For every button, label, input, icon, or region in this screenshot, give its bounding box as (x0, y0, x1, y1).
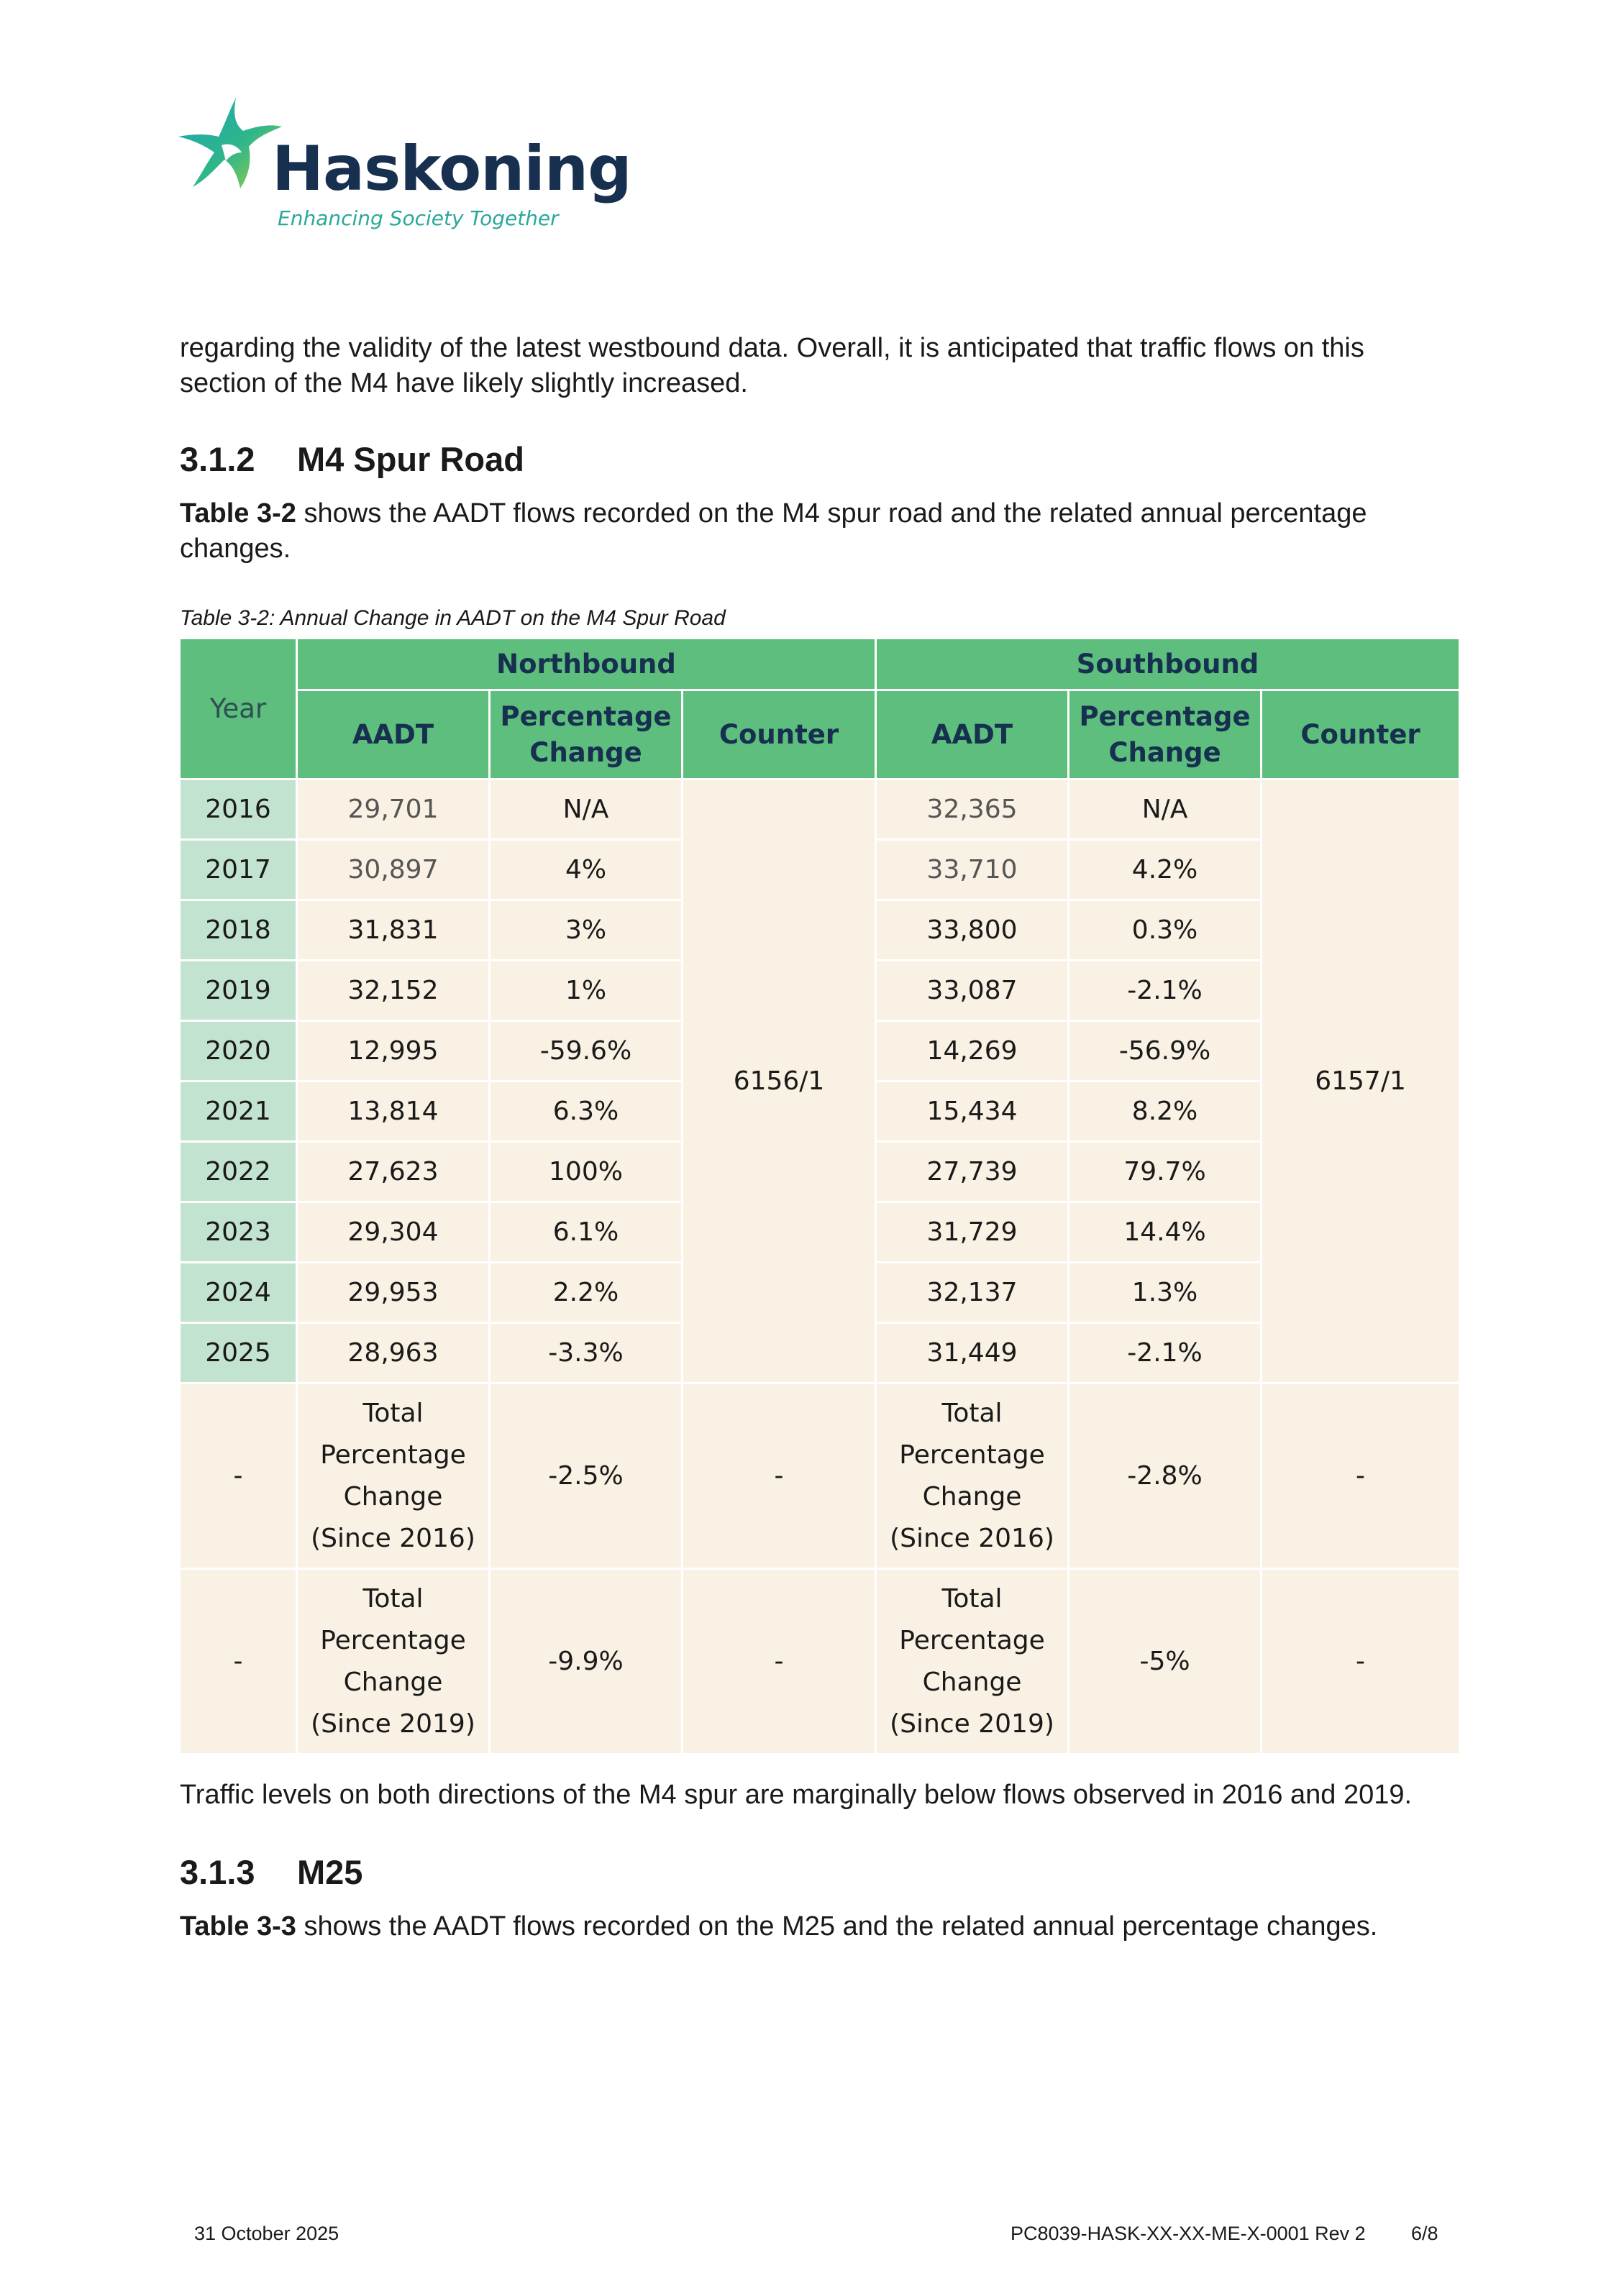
north-aadt-cell: 29,953 (297, 1263, 490, 1323)
intro-paragraph (180, 331, 1460, 401)
total-label-line: (Since 2016) (311, 1523, 475, 1553)
table-caption: Table 3-2: Annual Change in AADT on the M4 Spur Road (180, 606, 726, 630)
south-total-counter: - (1262, 1383, 1460, 1569)
total-label-line: Percentage (320, 1440, 466, 1470)
north-aadt-cell: 30,897 (297, 840, 490, 900)
south-counter-cell: 6157/1 (1262, 779, 1460, 1383)
north-pct-cell: 4% (490, 840, 683, 900)
year-cell: 2018 (180, 900, 297, 961)
total-label-line: Total (362, 1398, 424, 1428)
southbound-header: Southbound (876, 639, 1460, 690)
south-aadt-cell: 32,137 (876, 1263, 1069, 1323)
north-pct-cell: 1% (490, 961, 683, 1021)
north-total-pct: -9.9% (490, 1569, 683, 1755)
north-pct-cell: 6.3% (490, 1081, 683, 1142)
year-cell: 2025 (180, 1323, 297, 1383)
north-total-counter: - (683, 1569, 876, 1755)
section-title: M25 (297, 1853, 363, 1891)
footer-date: 31 October 2025 (194, 2223, 339, 2244)
north-pct-cell: 6.1% (490, 1202, 683, 1263)
north-total-pct: -2.5% (490, 1383, 683, 1569)
south-aadt-cell: 27,739 (876, 1142, 1069, 1202)
year-header: Year (180, 639, 297, 779)
north-counter-header: Counter (683, 690, 876, 779)
total-label-line: Percentage (320, 1625, 466, 1655)
logo-tagline: Enhancing Society Together (278, 206, 559, 230)
north-aadt-cell: 13,814 (297, 1081, 490, 1142)
north-aadt-cell: 27,623 (297, 1142, 490, 1202)
total-label-line: Total (362, 1583, 424, 1614)
total-label-line: Change (922, 1481, 1022, 1511)
total-label-line: Change (343, 1481, 443, 1511)
after-table-paragraph: Traffic levels on both directions of the M4 spur are marginally below flows observed in 2016 and 2019. (180, 1780, 1413, 1810)
south-pct-cell: -2.1% (1069, 961, 1262, 1021)
north-aadt-cell: 29,304 (297, 1202, 490, 1263)
year-cell: 2019 (180, 961, 297, 1021)
south-aadt-cell: 33,087 (876, 961, 1069, 1021)
south-total-counter: - (1262, 1569, 1460, 1755)
south-pct-cell: 4.2% (1069, 840, 1262, 900)
section-number: 3.1.2 (180, 440, 255, 478)
total-label-line: Total (941, 1398, 1003, 1428)
table-header-row-1 (180, 639, 1460, 690)
year-cell: 2024 (180, 1263, 297, 1323)
year-cell: - (180, 1383, 297, 1569)
north-aadt-header: AADT (297, 690, 490, 779)
north-pct-cell: -59.6% (490, 1021, 683, 1081)
south-pct-cell: N/A (1069, 779, 1262, 840)
south-counter-header: Counter (1262, 690, 1460, 779)
section-text-line-2: changes. (180, 534, 291, 564)
south-aadt-cell: 33,800 (876, 900, 1069, 961)
south-total-pct: -2.8% (1069, 1383, 1262, 1569)
south-pct-cell: 8.2% (1069, 1081, 1262, 1142)
total-label-line: (Since 2019) (890, 1709, 1054, 1739)
total-label-line: Change (343, 1667, 443, 1697)
table-header-row-2 (180, 690, 1460, 779)
section-heading-3-1-2 (180, 442, 524, 476)
north-aadt-cell: 12,995 (297, 1021, 490, 1081)
north-aadt-cell: 29,701 (297, 779, 490, 840)
south-pct-cell: 0.3% (1069, 900, 1262, 961)
year-cell: 2017 (180, 840, 297, 900)
south-pct-cell: 1.3% (1069, 1263, 1262, 1323)
year-cell: 2023 (180, 1202, 297, 1263)
south-aadt-cell: 15,434 (876, 1081, 1069, 1142)
footer-doc-ref: PC8039-HASK-XX-XX-ME-X-0001 Rev 2 (1011, 2223, 1366, 2244)
total-label-line: Percentage (899, 1440, 1045, 1470)
year-cell: 2020 (180, 1021, 297, 1081)
northbound-header: Northbound (297, 639, 876, 690)
south-total-pct: -5% (1069, 1569, 1262, 1755)
intro-line-1: regarding the validity of the latest westbound data. Overall, it is anticipated that traffic flows on this (180, 333, 1364, 363)
total-row-since-2019 (180, 1569, 1460, 1755)
north-aadt-cell: 28,963 (297, 1323, 490, 1383)
north-pct-cell: -3.3% (490, 1323, 683, 1383)
north-pct-cell: 100% (490, 1142, 683, 1202)
north-aadt-cell: 32,152 (297, 961, 490, 1021)
south-pct-cell: -2.1% (1069, 1323, 1262, 1383)
year-cell: 2021 (180, 1081, 297, 1142)
south-aadt-cell: 33,710 (876, 840, 1069, 900)
north-total-counter: - (683, 1383, 876, 1569)
north-pct-cell: N/A (490, 779, 683, 840)
star-logo-icon (177, 95, 285, 203)
total-label-line: Change (922, 1667, 1022, 1697)
total-label-line: Percentage (899, 1625, 1045, 1655)
south-aadt-cell: 14,269 (876, 1021, 1069, 1081)
table-reference: Table 3-3 (180, 1911, 296, 1941)
footer-page-number: 6/8 (1411, 2223, 1438, 2244)
north-counter-cell: 6156/1 (683, 779, 876, 1383)
section-3-1-2-text (180, 496, 1460, 567)
section-3-1-3-text (180, 1909, 1460, 1944)
south-aadt-cell: 31,449 (876, 1323, 1069, 1383)
north-aadt-cell: 31,831 (297, 900, 490, 961)
section-text-line-1: shows the AADT flows recorded on the M4 spur road and the related annual percentage (296, 498, 1367, 529)
south-pct-header: Percentage Change (1069, 690, 1262, 779)
total-label-line: (Since 2016) (890, 1523, 1054, 1553)
section-text: shows the AADT flows recorded on the M25 and the related annual percentage changes. (296, 1911, 1378, 1941)
intro-line-2: section of the M4 have likely slightly increased. (180, 368, 748, 398)
north-pct-cell: 2.2% (490, 1263, 683, 1323)
south-aadt-cell: 31,729 (876, 1202, 1069, 1263)
year-cell: 2016 (180, 779, 297, 840)
section-heading-3-1-3 (180, 1855, 362, 1889)
south-total-label (876, 1383, 1069, 1569)
total-row-since-2016 (180, 1383, 1460, 1569)
section-number: 3.1.3 (180, 1853, 255, 1891)
year-cell: 2022 (180, 1142, 297, 1202)
section-title: M4 Spur Road (297, 440, 524, 478)
south-pct-cell: 14.4% (1069, 1202, 1262, 1263)
north-pct-cell: 3% (490, 900, 683, 961)
north-total-label (297, 1569, 490, 1755)
south-pct-cell: 79.7% (1069, 1142, 1262, 1202)
aadt-table (178, 637, 1461, 1755)
south-aadt-cell: 32,365 (876, 779, 1069, 840)
south-pct-cell: -56.9% (1069, 1021, 1262, 1081)
total-label-line: (Since 2019) (311, 1709, 475, 1739)
table-reference: Table 3-2 (180, 498, 296, 529)
company-logo (177, 95, 631, 239)
year-cell: - (180, 1569, 297, 1755)
north-pct-header: Percentage Change (490, 690, 683, 779)
logo-wordmark: Haskoning (272, 133, 631, 205)
north-total-label (297, 1383, 490, 1569)
total-label-line: Total (941, 1583, 1003, 1614)
south-aadt-header: AADT (876, 690, 1069, 779)
table-row (180, 779, 1460, 840)
south-total-label (876, 1569, 1069, 1755)
